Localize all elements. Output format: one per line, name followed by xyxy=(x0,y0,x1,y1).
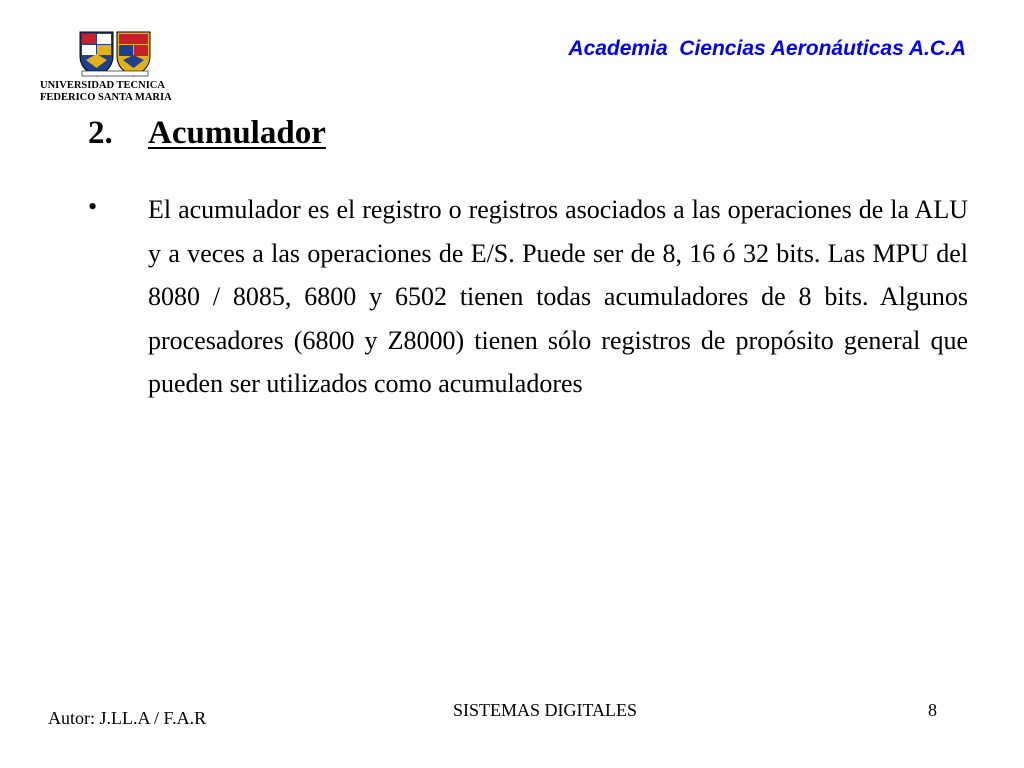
footer-course-title: SISTEMAS DIGITALES xyxy=(453,700,638,720)
university-name-line2: FEDERICO SANTA MARIA xyxy=(40,92,172,103)
footer-author: Autor: J.LL.A / F.A.R xyxy=(48,708,207,728)
section-number: 2. xyxy=(88,115,113,151)
header-title: Academia Ciencias Aeronáuticas A.C.A xyxy=(568,37,966,60)
university-name-line1: UNIVERSIDAD TECNICA xyxy=(40,80,165,91)
bullet-marker: • xyxy=(88,192,98,221)
page-number: 8 xyxy=(928,700,937,720)
university-logo xyxy=(40,30,190,108)
university-crest-icon xyxy=(78,30,152,78)
body-paragraph: El acumulador es el registro o registros asociados a las operaciones de la ALU y a veces a las operaciones de E/S. Puede ser de 8, 16 ó 32 bits. Las MPU del 8080 / 8085, 6800 y 6502 tienen todas acumuladores de 8 bits. Algunos procesadores (6800 y Z8000) tienen sólo registros de propósito general que pueden ser utilizados como acumuladores xyxy=(148,195,968,399)
section-title: Acumulador xyxy=(148,115,326,151)
university-name xyxy=(40,80,190,104)
section-heading xyxy=(88,115,326,152)
